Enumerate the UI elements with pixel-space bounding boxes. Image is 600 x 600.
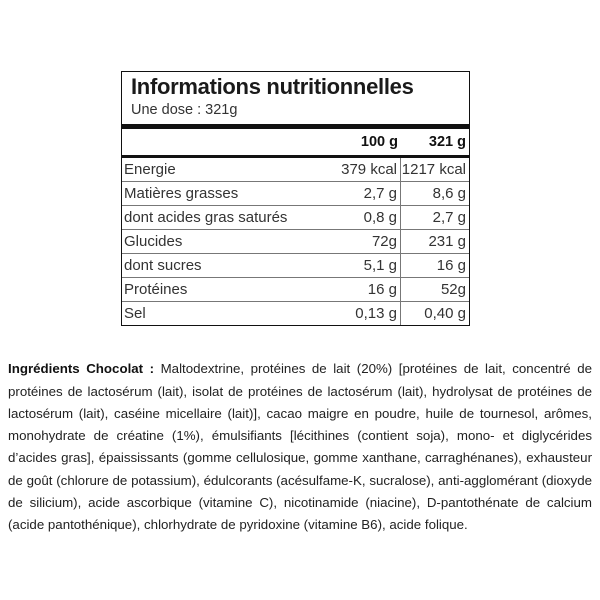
nutrient-value-100g: 0,8 g [327,206,401,229]
nutrient-value-dose: 2,7 g [432,209,466,226]
nutrient-value-100g: 5,1 g [327,254,401,277]
nutrient-label: dont sucres [124,257,202,274]
header-per-100g: 100 g [360,134,398,150]
nutrient-label: dont acides gras saturés [124,209,288,226]
nutrient-row-energy [122,158,469,182]
nutrient-label: Glucides [124,233,183,250]
nutrient-label: Energie [124,161,176,178]
nutrient-value-dose: 1217 kcal [401,161,466,178]
header-per-dose: 321 g [428,134,466,150]
nutrient-value-dose: 52g [440,281,466,298]
nutrient-value-dose: 231 g [428,233,466,250]
nutrient-value-100g: 0,13 g [327,302,401,325]
nutrient-value-dose: 8,6 g [432,185,466,202]
ingredients-paragraph [8,358,592,536]
nutrient-value-100g: 2,7 g [327,182,401,205]
nutrient-label: Matières grasses [124,185,239,202]
serving-size: Une dose : 321g [122,100,469,129]
nutrition-header-row [122,129,469,158]
nutrient-row-carbs [122,230,469,254]
nutrient-value-100g: 72g [327,230,401,253]
nutrition-facts-panel [121,71,470,326]
nutrient-value-100g: 16 g [327,278,401,301]
nutrient-value-dose: 0,40 g [424,305,466,322]
nutrient-row-fat [122,182,469,206]
nutrient-value-dose: 16 g [436,257,466,274]
nutrient-value-100g: 379 kcal [327,158,401,181]
nutrient-row-salt [122,302,469,325]
nutrient-row-protein [122,278,469,302]
ingredients-text: Maltodextrine, protéines de lait (20%) [protéines de lait, concentré de protéines de lactosérum (lait), isolat de protéines de lactosérum (lait), hydrolysat de protéines de lactosérum (lait), caséine micellaire (lait)], cacao maigre en poudre, huile de tournesol, arômes, monohydrate de créatine (1%), émulsifiants [lécithines (contient soja), mono- et diglycérides d’acides gras], épaississants (gomme cellulosique, gomme xanthane, carraghénanes), exhausteur de goût (chlorure de potassium), édulcorants (acésulfame-K, sucralose), anti-agglomérant (dioxyde de silicium), acide ascorbique (vitamine C), nicotinamide (niacine), D-pantothénate de calcium (acide pantothénique), chlorhydrate de pyridoxine (vitamine B6), acide folique. [8,361,592,533]
ingredients-label: Ingrédients Chocolat : [8,361,155,377]
nutrient-label: Sel [124,305,146,322]
nutrition-title: Informations nutritionnelles [131,74,414,99]
nutrient-label: Protéines [124,281,188,298]
nutrient-row-saturated-fat [122,206,469,230]
nutrient-row-sugars [122,254,469,278]
